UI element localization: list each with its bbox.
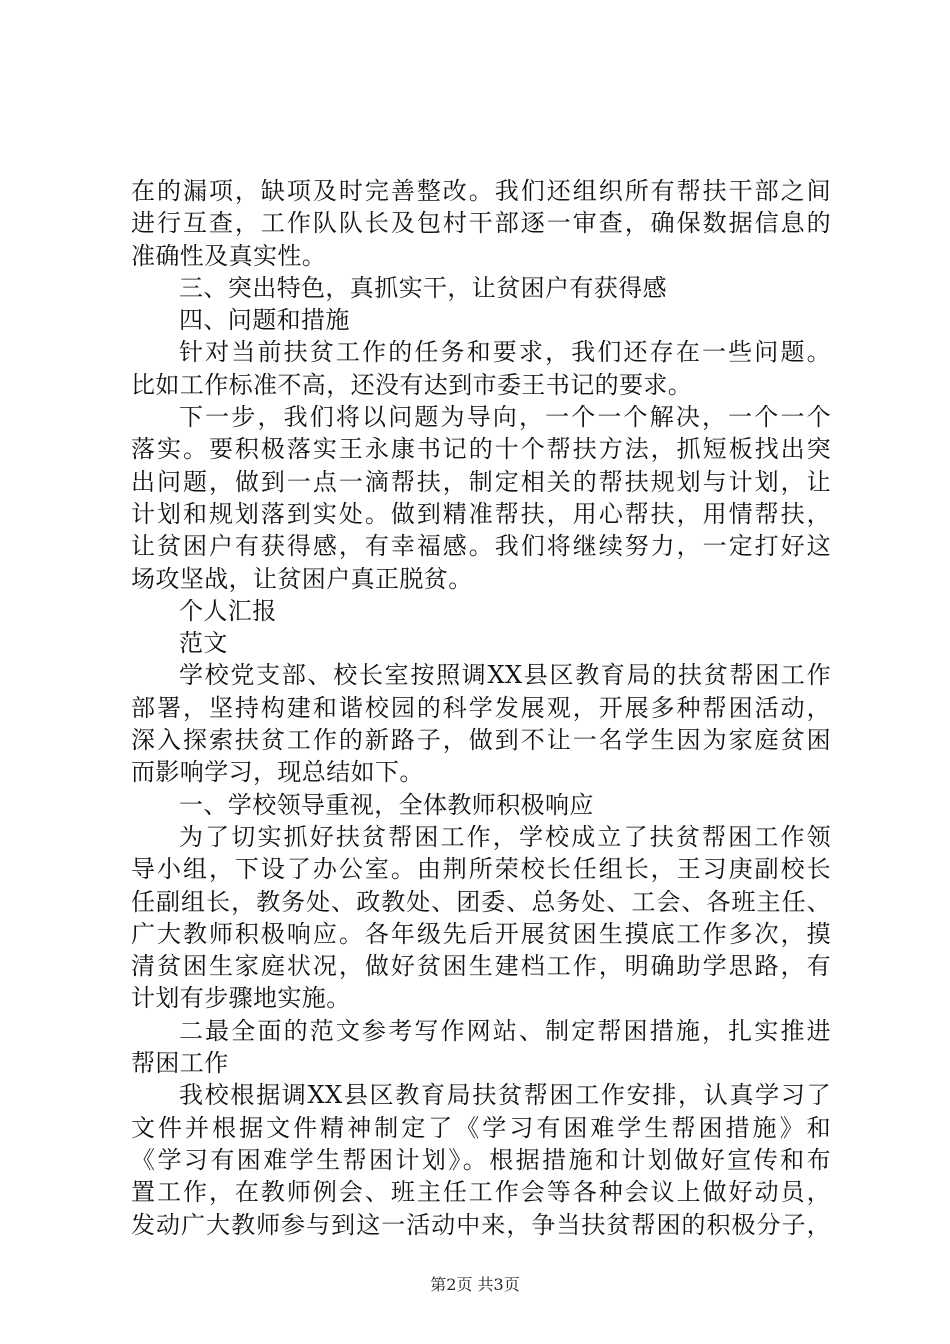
text-line: 学校党支部、校长室按照调XX县区教育局的扶贫帮困工作 (179, 661, 831, 690)
text-line: 部署，坚持构建和谐校园的科学发展观，开展多种帮困活动， (131, 693, 831, 722)
text-line: 广大教师积极响应。各年级先后开展贫困生摸底工作多次，摸 (131, 919, 831, 948)
text-line: 三、突出特色，真抓实干，让贫困户有获得感 (179, 273, 667, 302)
text-line: 为了切实抓好扶贫帮困工作，学校成立了扶贫帮困工作领 (179, 822, 831, 851)
text-line: 置工作，在教师例会、班主任工作会等各种会议上做好动员， (131, 1178, 831, 1207)
text-line: 二最全面的范文参考写作网站、制定帮困措施，扎实推进 (179, 1016, 831, 1045)
text-line: 进行互查，工作队队长及包村干部逐一审查，确保数据信息的 (131, 209, 831, 238)
text-line: 发动广大教师参与到这一活动中来，争当扶贫帮困的积极分子， (131, 1210, 831, 1239)
text-line: 清贫困生家庭状况，做好贫困生建档工作，明确助学思路，有 (131, 952, 831, 981)
text-line: 导小组，下设了办公室。由荆所荣校长任组长，王习庚副校长 (131, 855, 831, 884)
text-line: 准确性及真实性。 (131, 241, 327, 270)
text-line: 我校根据调XX县区教育局扶贫帮困工作安排，认真学习了 (179, 1081, 831, 1110)
text-line: 让贫困户有获得感，有幸福感。我们将继续努力，一定打好这 (131, 532, 831, 561)
page-footer: 第2页 共3页 (430, 1275, 520, 1294)
text-line: 比如工作标准不高，还没有达到市委王书记的要求。 (131, 370, 693, 399)
text-line: 而影响学习，现总结如下。 (131, 758, 424, 787)
text-line: 计划有步骤地实施。 (131, 984, 351, 1013)
text-line: 个人汇报 (179, 596, 277, 625)
text-line: 帮困工作 (131, 1049, 229, 1078)
text-line: 计划和规划落到实处。做到精准帮扶，用心帮扶，用情帮扶， (131, 499, 831, 528)
text-line: 深入探索扶贫工作的新路子，做到不让一名学生因为家庭贫困 (131, 726, 831, 755)
text-line: 下一步，我们将以问题为导向，一个一个解决，一个一个 (179, 403, 831, 432)
text-line: 场攻坚战，让贫困户真正脱贫。 (131, 564, 473, 593)
text-line: 任副组长，教务处、政教处、团委、总务处、工会、各班主任、 (131, 887, 831, 916)
text-line: 文件并根据文件精神制定了《学习有困难学生帮困措施》和 (131, 1113, 831, 1142)
text-line: 四、问题和措施 (179, 306, 350, 335)
text-line: 针对当前扶贫工作的任务和要求，我们还存在一些问题。 (179, 338, 831, 367)
text-line: 《学习有困难学生帮困计划》。根据措施和计划做好宣传和布 (131, 1145, 831, 1174)
text-line: 落实。要积极落实王永康书记的十个帮扶方法，抓短板找出突 (131, 435, 831, 464)
text-line: 出问题，做到一点一滴帮扶，制定相关的帮扶规划与计划，让 (131, 467, 831, 496)
text-line: 在的漏项，缺项及时完善整改。我们还组织所有帮扶干部之间 (131, 177, 831, 205)
document-body (131, 175, 831, 1241)
text-line: 范文 (179, 629, 228, 658)
text-line: 一、学校领导重视，全体教师积极响应 (179, 790, 594, 819)
